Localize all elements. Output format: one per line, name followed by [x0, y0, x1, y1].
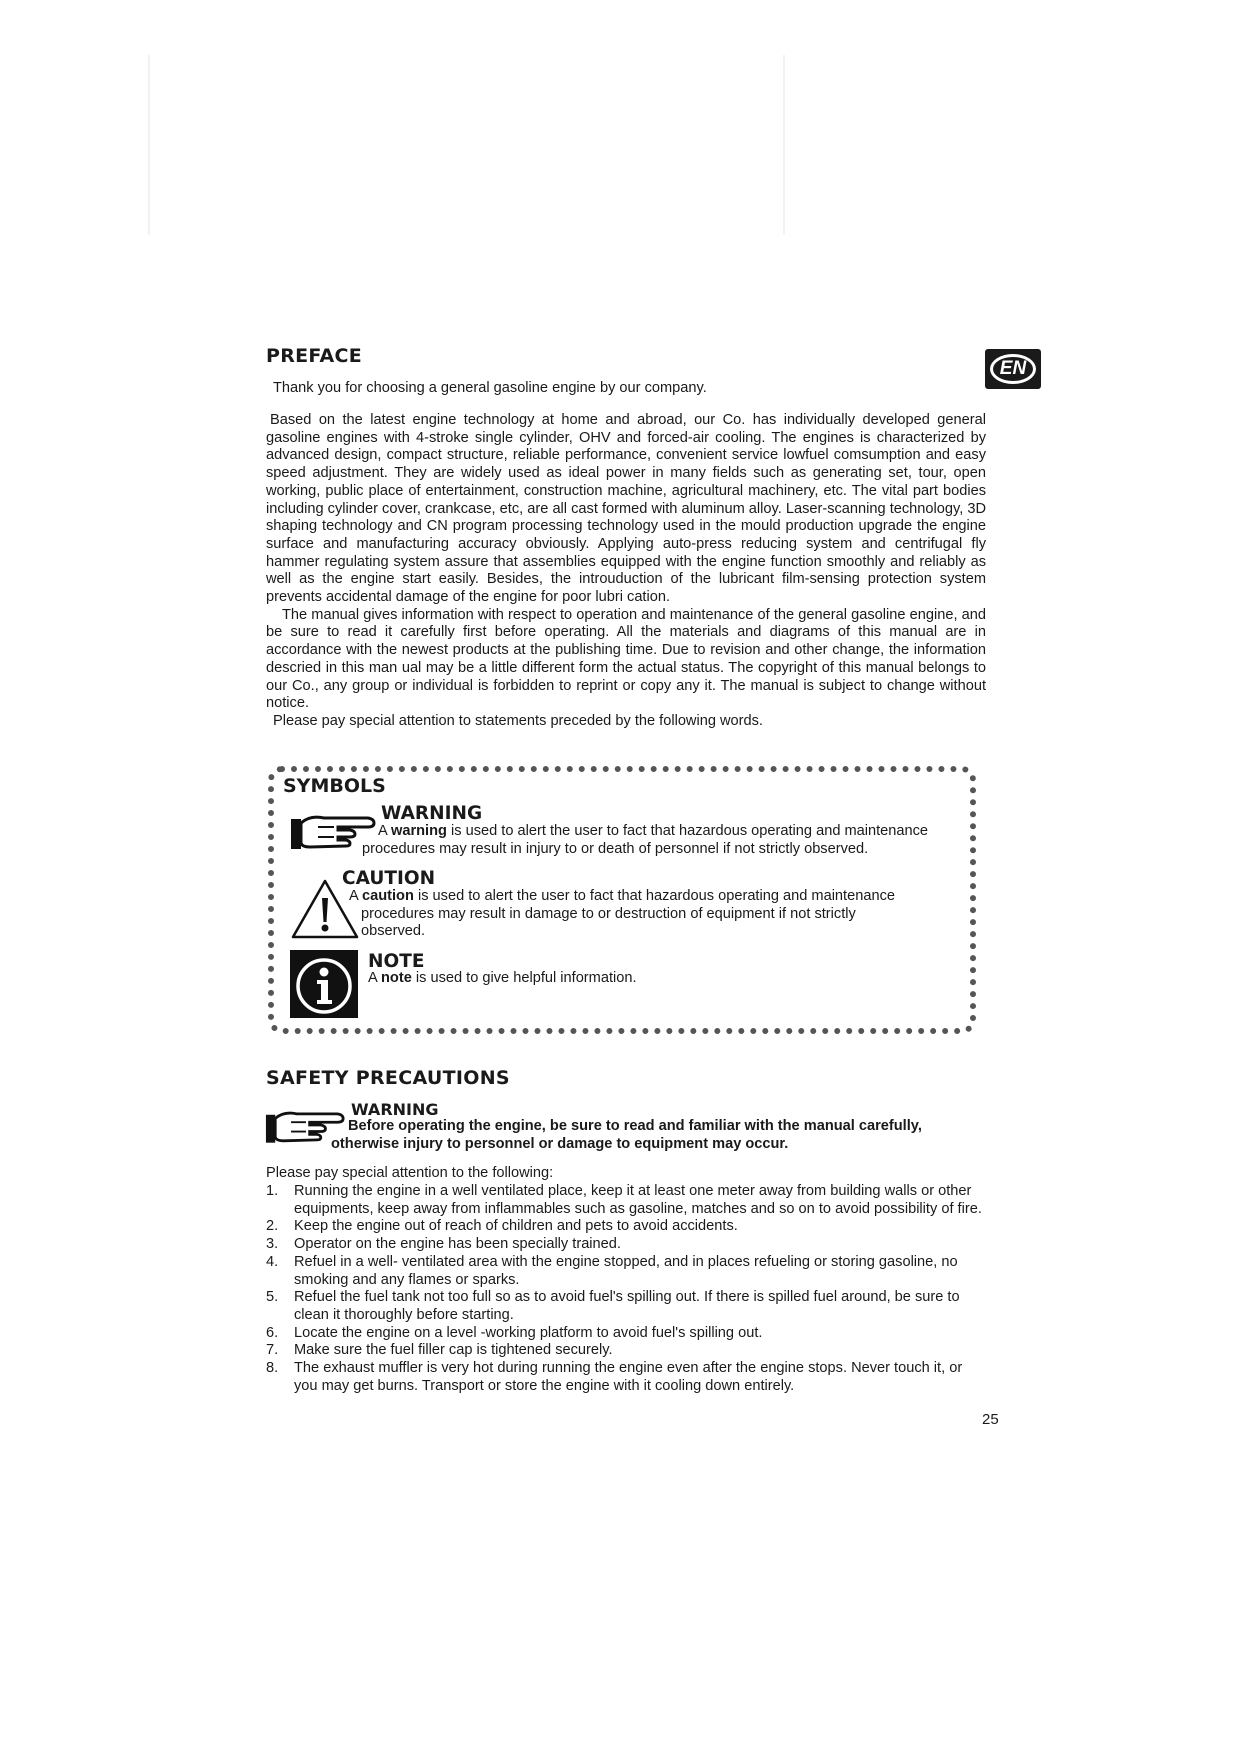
note-keyword: note — [381, 970, 412, 986]
caution-line1: is used to alert the user to fact that hazardous operating and maintenance — [417, 888, 895, 904]
safety-heading: SAFETY PRECAUTIONS — [266, 1067, 510, 1089]
safety-warning-line2: otherwise injury to personnel or damage to equipment may occur. — [331, 1135, 789, 1152]
list-item: 4. Refuel in a well- ventilated area with the engine stopped, and in places refueling or storing gasoline, no smoking and any flames or sparks. — [266, 1253, 958, 1288]
list-item: 7. Make sure the fuel filler cap is tightened securely. — [266, 1342, 613, 1359]
warning-label: WARNING — [381, 803, 483, 824]
note-rest: is used to give helpful information. — [415, 970, 637, 986]
info-icon — [290, 950, 358, 1018]
preface-paragraph-2: The manual gives information with respect to operation and maintenance of the general gasoline engine, and be sure to read it carefully first before operating. All the materials and diagrams of this manual are in accordance with the newest products at the publishing time. Due to revision and other change, the information descried in this man ual may be a little different form the actual status. The copyright of this manual belongs to our Co., any group or individual is forbidden to reprint or copy any it. The manual is subject to change without notice. — [266, 606, 986, 712]
caution-label: CAUTION — [342, 868, 436, 889]
scan-artifact-left — [148, 55, 150, 235]
preface-heading: PREFACE — [266, 345, 363, 367]
symbols-heading: SYMBOLS — [283, 775, 386, 797]
caution-keyword: caution — [362, 888, 414, 904]
list-item: 8. The exhaust muffler is very hot during running the engine even after the engine stops. Never touch it, or you may get burns. Transport or store the engine with it cooling down entirely. — [266, 1360, 963, 1394]
warning-line1: is used to alert the user to fact that hazardous operating and maintenance — [451, 823, 929, 839]
list-item: 2. Keep the engine out of reach of children and pets to avoid accidents. — [266, 1218, 738, 1235]
preface-intro: Thank you for choosing a general gasoline engine by our company. — [273, 380, 707, 396]
note-description — [368, 970, 928, 988]
safety-intro: Please pay special attention to the following: — [266, 1165, 554, 1181]
caution-line2: procedures may result in damage to or destruction of equipment if not strictly — [361, 905, 856, 922]
warning-prefix: A — [378, 823, 387, 839]
safety-warning-line1: Before operating the engine, be sure to read and familiar with the manual carefully, — [348, 1118, 922, 1134]
list-item: 6. Locate the engine on a level -working platform to avoid fuel's spilling out. — [266, 1324, 763, 1341]
scan-artifact-right — [783, 55, 785, 235]
safety-list — [266, 1183, 986, 1395]
list-item: 1. Running the engine in a well ventilated place, keep it at least one meter away from building walls or other equipments, keep away from inflammables such as gasoline, matches and so on to avoid possibility of fire. — [266, 1183, 982, 1217]
warning-description — [362, 823, 962, 858]
language-badge-label: EN — [999, 358, 1027, 379]
caution-description — [349, 888, 959, 941]
preface-paragraph-1: Based on the latest engine technology at home and abroad, our Co. has individually developed general gasoline engines with 4-stroke single cylinder, OHV and forced-air cooling. The engines is characterized by advanced design, compact structure, reliable performance, convenient service lowfuel comsumption and easy speed adjustment. They are widely used as ideal power in many fields such as generating set, tour, open working, public place of entertainment, construction machine, agricultural machinery, etc. The vital part bodies including cylinder cover, crankcase, etc, are all cast formed with aluminum alloy. Laser-scanning technology, 3D shaping technology and CN program processing technology used in the mould production upgrade the engine surface and manufacturing accuracy obviously. Applying auto-press reducing system and centrifugal fly hammer regulating system assure that assemblies equipped with the engine function smoothly and reliably as well as the engine start easily. Besides, the introuduction of the lubricant film-sensing protection system prevents accidental damage of the engine for poor lubri cation. — [266, 412, 986, 606]
preface-paragraph-3: Please pay special attention to statements preceded by the following words. — [273, 712, 763, 729]
language-badge — [985, 349, 1041, 389]
list-item: 5. Refuel the fuel tank not too full so as to avoid fuel's spilling out. If there is spilled fuel around, be sure to clean it thoroughly before starting. — [266, 1289, 960, 1323]
caution-prefix: A — [349, 888, 358, 904]
note-prefix: A — [368, 970, 377, 986]
safety-warning-text — [331, 1118, 991, 1153]
list-item: 3. Operator on the engine has been specially trained. — [266, 1236, 621, 1253]
page-number: 25 — [982, 1411, 999, 1428]
note-label: NOTE — [368, 951, 425, 972]
caution-line3: observed. — [361, 923, 426, 940]
safety-warning-label: WARNING — [351, 1100, 439, 1119]
preface-body — [266, 412, 986, 731]
warning-keyword: warning — [391, 823, 447, 839]
warning-line2: procedures may result in injury to or death of personnel if not strictly observed. — [362, 840, 869, 857]
